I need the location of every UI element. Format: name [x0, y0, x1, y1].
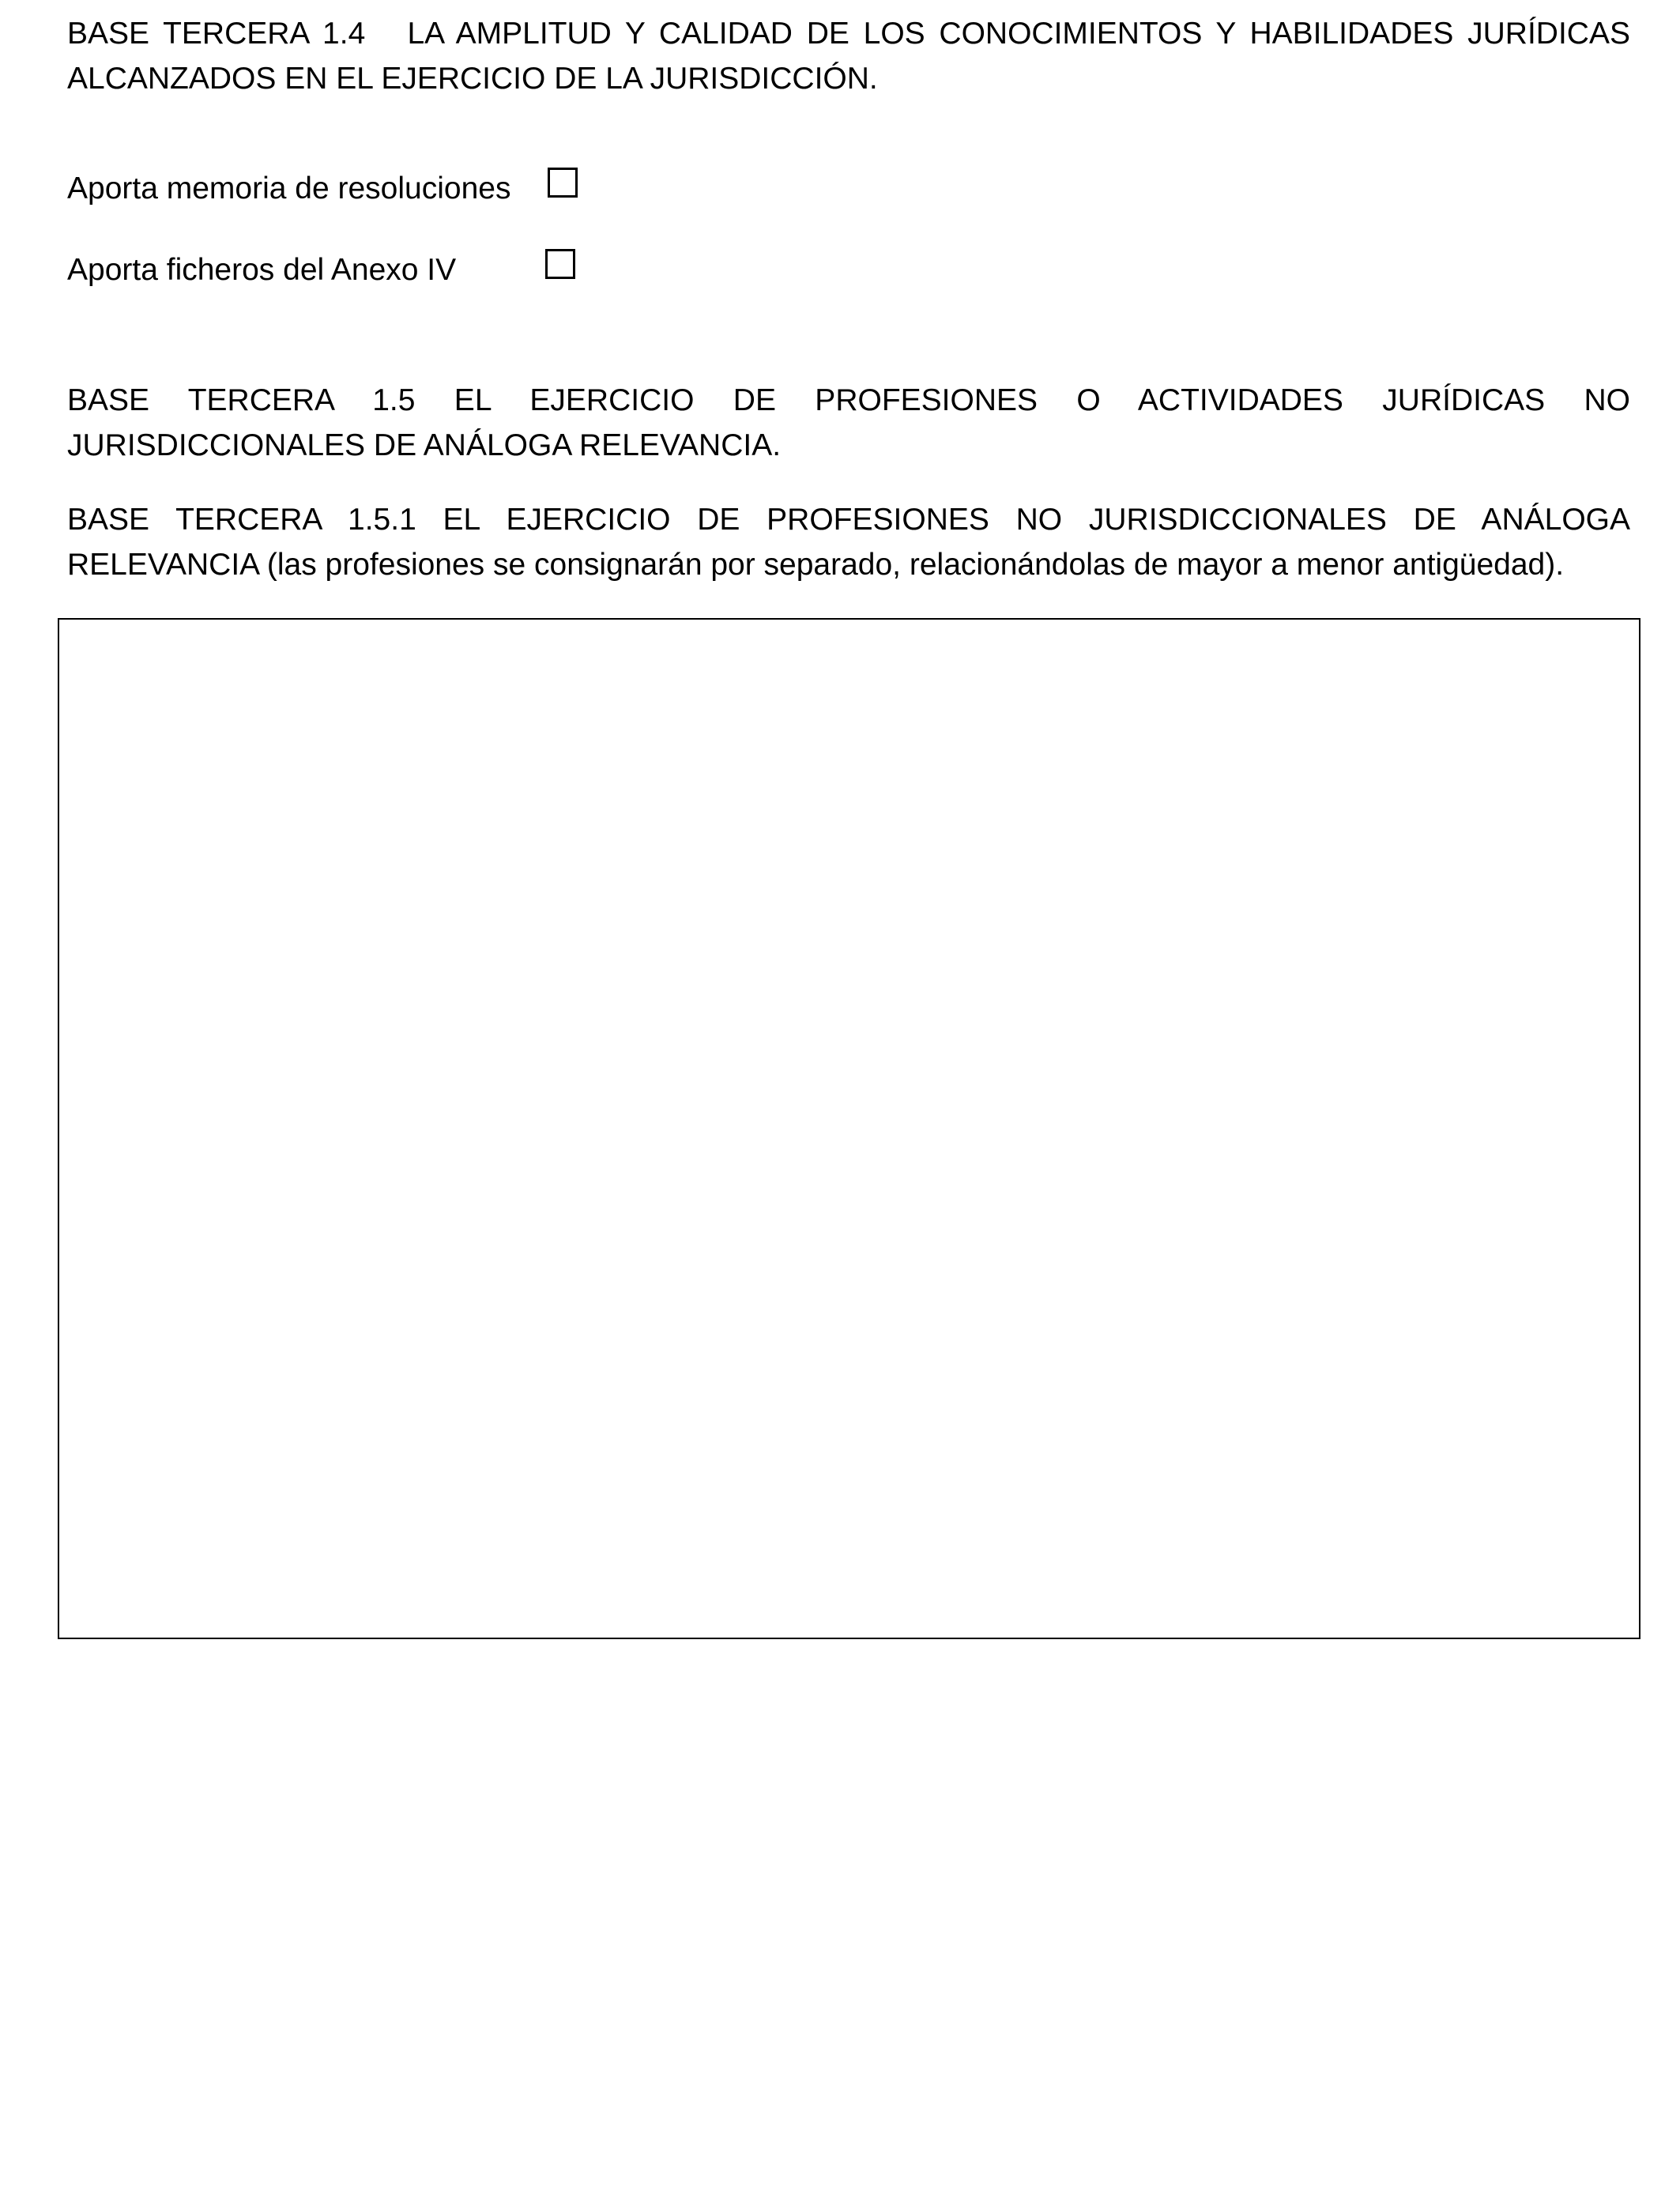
memoria-resoluciones-checkbox[interactable]: [548, 168, 578, 198]
ficheros-anexo-iv-label: Aporta ficheros del Anexo IV: [67, 253, 457, 287]
section-1-5-heading: BASE TERCERA 1.5 EL EJERCICIO DE PROFESIONES O ACTIVIDADES JURÍDICAS NO JURISDICCIONALES DE ANÁLOGA RELEVANCIA.: [67, 383, 1630, 462]
section-1-5-1-heading: BASE TERCERA 1.5.1 EL EJERCICIO DE PROFESIONES NO JURISDICCIONALES DE ANÁLOGA RELEVANCIA (las profesiones se consignarán por separado, relacionándolas de mayor a menor antigüedad).: [67, 503, 1630, 582]
ficheros-anexo-iv-checkbox[interactable]: [545, 249, 575, 279]
professions-entry-box[interactable]: [58, 618, 1640, 1639]
memoria-resoluciones-label: Aporta memoria de resoluciones: [67, 172, 511, 205]
section-1-4-heading: BASE TERCERA 1.4 LA AMPLITUD Y CALIDAD DE LOS CONOCIMIENTOS Y HABILIDADES JURÍDICAS ALCANZADOS EN EL EJERCICIO DE LA JURISDICCIÓN.: [67, 17, 1630, 96]
